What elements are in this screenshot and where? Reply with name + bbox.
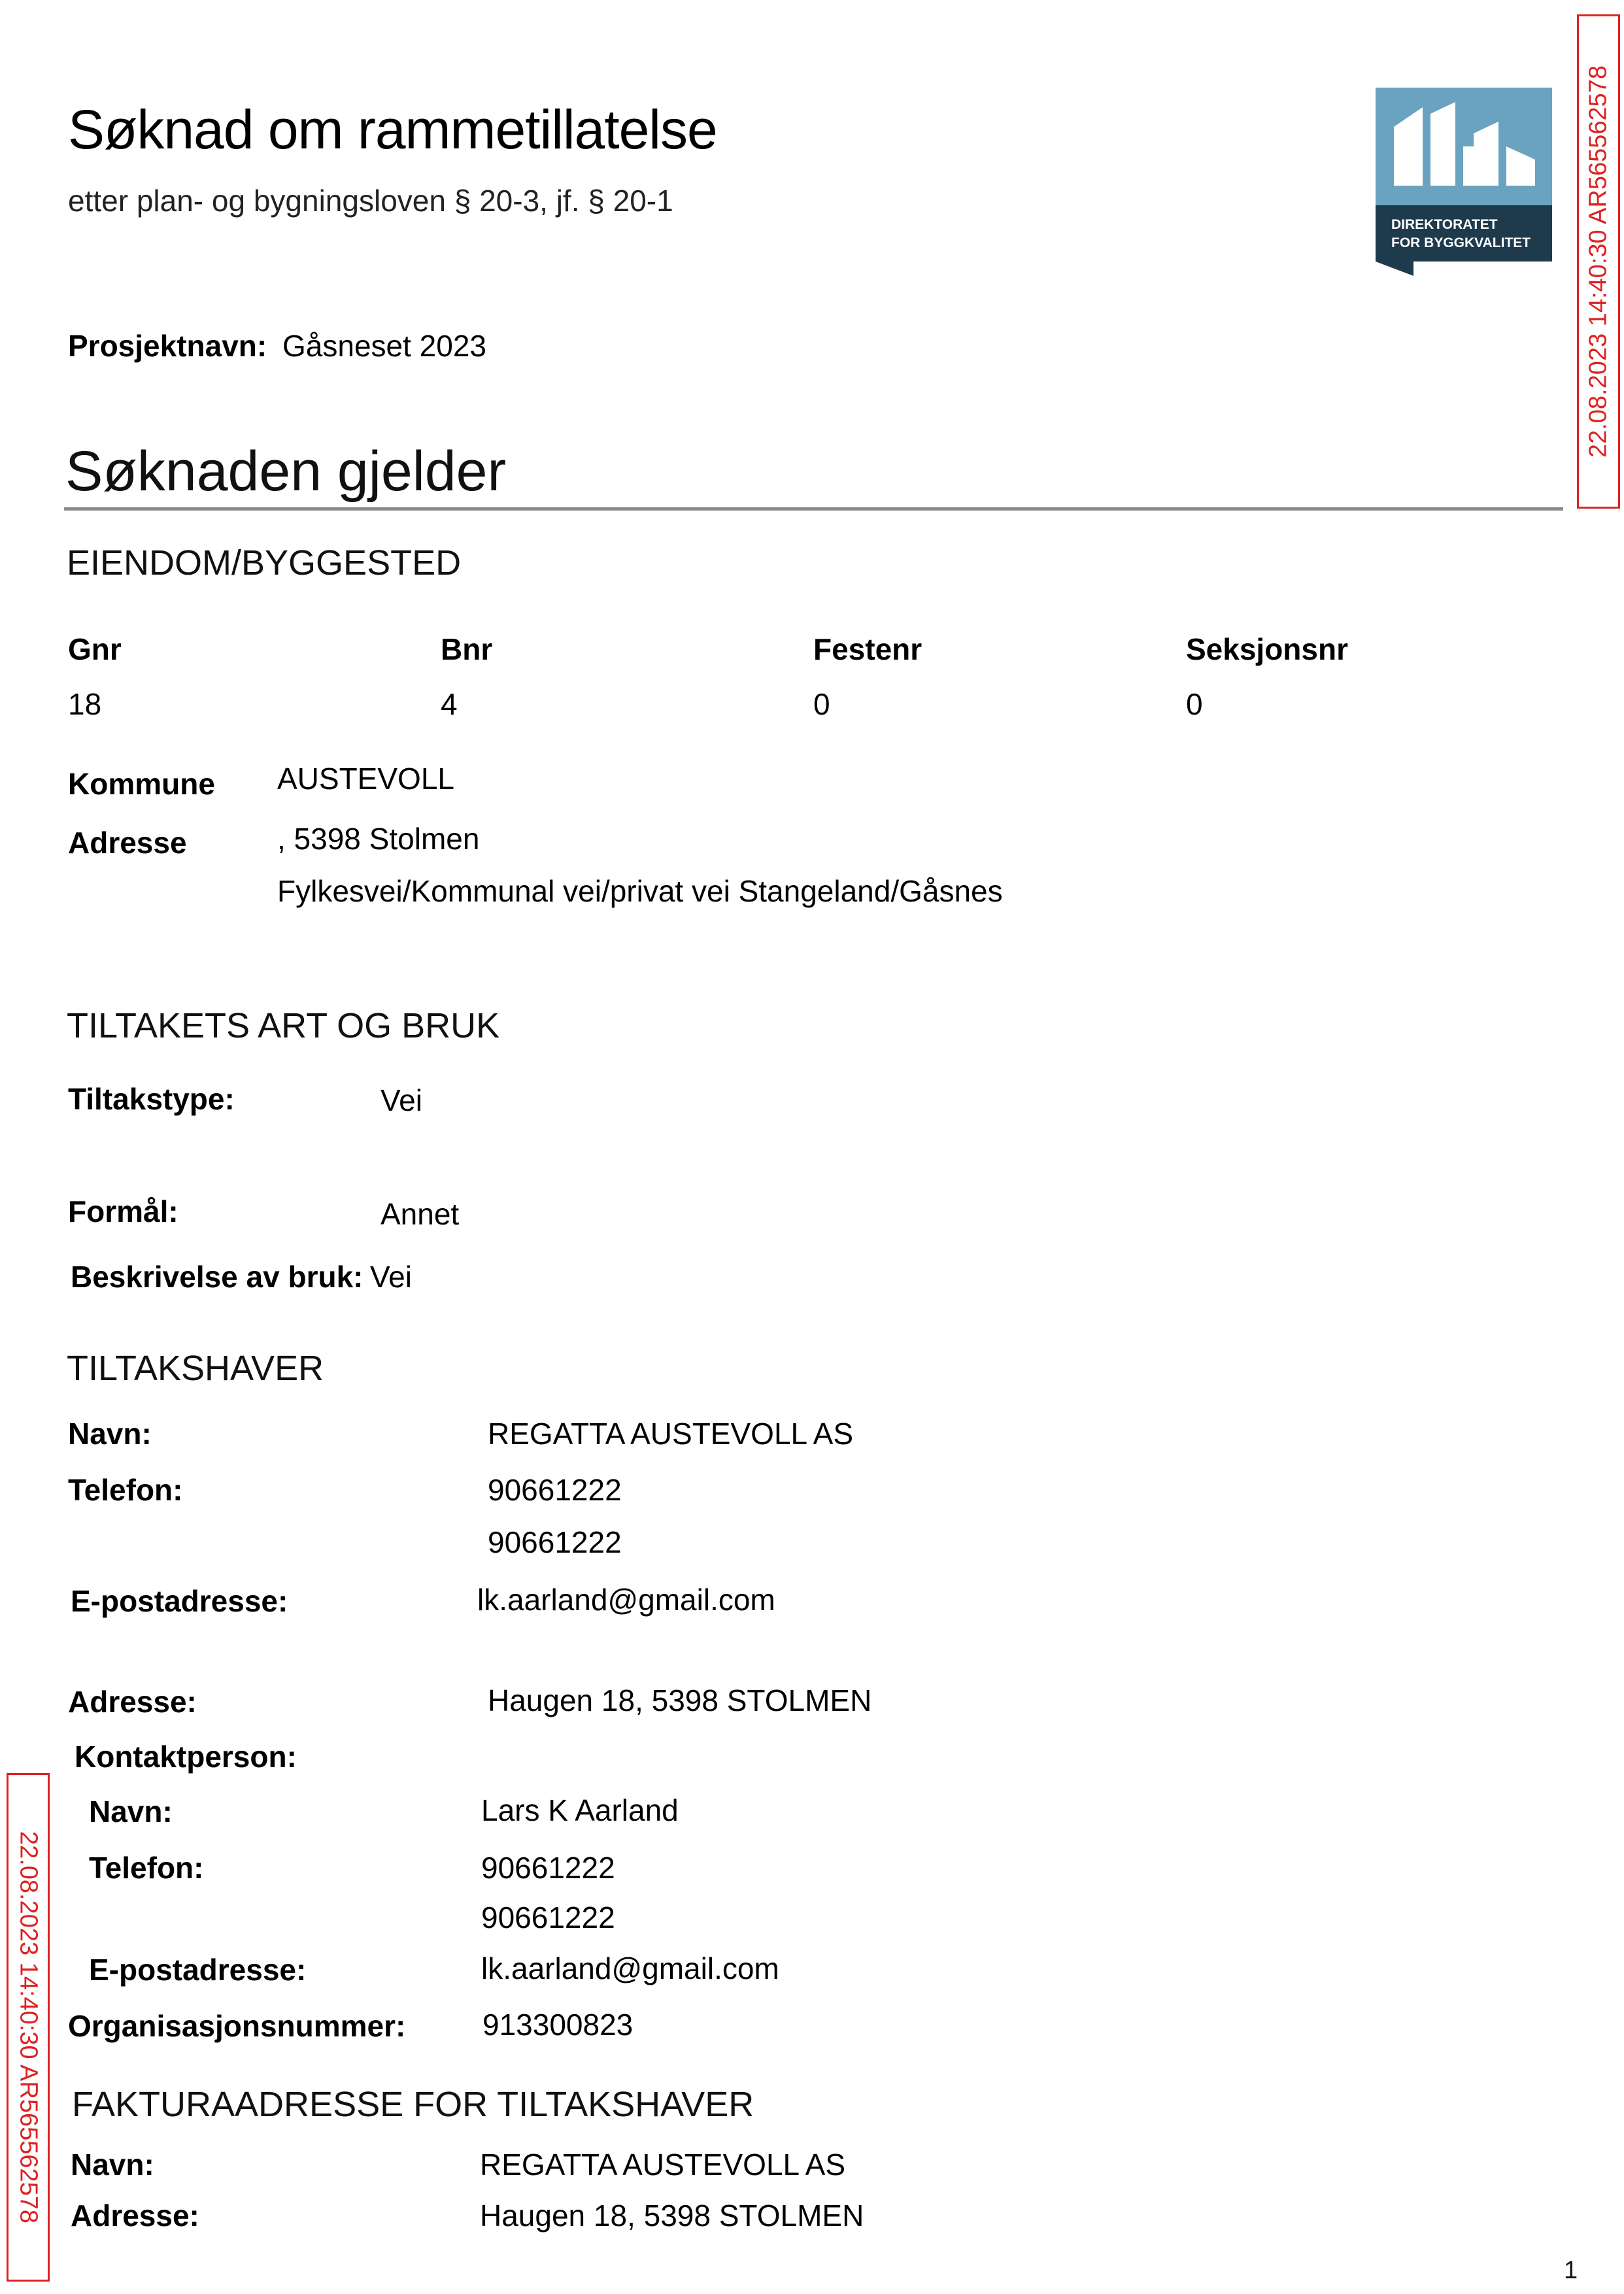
tiltakshaver-adresse-value: Haugen 18, 5398 STOLMEN [488,1683,872,1717]
property-heading: EIENDOM/BYGGESTED [67,543,462,582]
timestamp-stamp-left-text: 22.08.2023 14:40:30 AR565562578 [14,1830,42,2224]
orgnr-label: Organisasjonsnummer: [68,2009,406,2043]
logo-text-line2: FOR BYGGKVALITET [1391,235,1531,250]
kontakt-telefon-label: Telefon: [89,1851,204,1885]
formal-label: Formål: [68,1194,178,1228]
seksjonsnr-value: 0 [1186,687,1203,721]
bruk-value: Vei [370,1260,412,1294]
kontakt-navn-value: Lars K Aarland [481,1793,679,1827]
timestamp-stamp-left [7,1773,50,2282]
kontakt-epost-value: lk.aarland@gmail.com [481,1951,779,1985]
tiltakstype-value: Vei [381,1083,422,1117]
document-subtitle: etter plan- og bygningsloven § 20-3, jf. § 20-1 [68,184,673,218]
tiltakshaver-telefon-label: Telefon: [68,1473,183,1507]
kommune-value: AUSTEVOLL [277,762,454,796]
kontakt-epost-label: E-postadresse: [89,1953,307,1987]
gnr-label: Gnr [68,632,122,666]
bruk-label: Beskrivelse av bruk: [71,1260,364,1294]
kontakt-navn-label: Navn: [89,1795,173,1829]
tiltakshaver-navn-value: REGATTA AUSTEVOLL AS [488,1417,854,1451]
tiltak-heading: TILTAKETS ART OG BRUK [67,1006,500,1045]
kontaktperson-label: Kontaktperson: [75,1740,297,1774]
formal-value: Annet [381,1197,460,1231]
faktura-adresse-label: Adresse: [71,2199,199,2233]
tiltakshaver-heading: TILTAKSHAVER [67,1349,324,1388]
section-divider [64,507,1563,511]
tiltakshaver-epost-value: lk.aarland@gmail.com [477,1583,775,1617]
page-number: 1 [1564,2257,1578,2284]
adresse-line2: Fylkesvei/Kommunal vei/privat vei Stangeland/Gåsnes [277,874,1003,908]
bnr-value: 4 [441,687,458,721]
timestamp-stamp-right-text: 22.08.2023 14:40:30 AR565562578 [1584,65,1612,458]
section-title: Søknaden gjelder [65,440,507,503]
tiltakshaver-telefon-value1: 90661222 [488,1473,622,1507]
project-value: Gåsneset 2023 [282,329,487,363]
timestamp-stamp-right [1577,14,1620,509]
document-title: Søknad om rammetillatelse [68,99,717,160]
gnr-value: 18 [68,687,102,721]
tiltakshaver-adresse-label: Adresse: [68,1685,197,1719]
bnr-label: Bnr [441,632,493,666]
kontakt-telefon-value1: 90661222 [481,1851,615,1885]
kontakt-telefon-value2: 90661222 [481,1900,615,1934]
festenr-value: 0 [813,687,830,721]
faktura-adresse-value: Haugen 18, 5398 STOLMEN [480,2199,864,2233]
faktura-heading: FAKTURAADRESSE FOR TILTAKSHAVER [72,2085,754,2124]
festenr-label: Festenr [813,632,922,666]
tiltakshaver-navn-label: Navn: [68,1417,152,1451]
tiltakshaver-telefon-value2: 90661222 [488,1525,622,1559]
project-label: Prosjektnavn: [68,329,267,363]
logo-text-line1: DIREKTORATET [1391,217,1498,232]
kommune-label: Kommune [68,767,215,801]
dibk-logo [1376,88,1552,276]
tiltakshaver-epost-label: E-postadresse: [71,1584,288,1618]
faktura-navn-label: Navn: [71,2148,154,2182]
adresse-label: Adresse [68,826,187,860]
faktura-navn-value: REGATTA AUSTEVOLL AS [480,2148,846,2182]
adresse-line1: , 5398 Stolmen [277,822,480,856]
tiltakstype-label: Tiltakstype: [68,1082,235,1116]
orgnr-value: 913300823 [482,2008,634,2042]
seksjonsnr-label: Seksjonsnr [1186,632,1348,666]
